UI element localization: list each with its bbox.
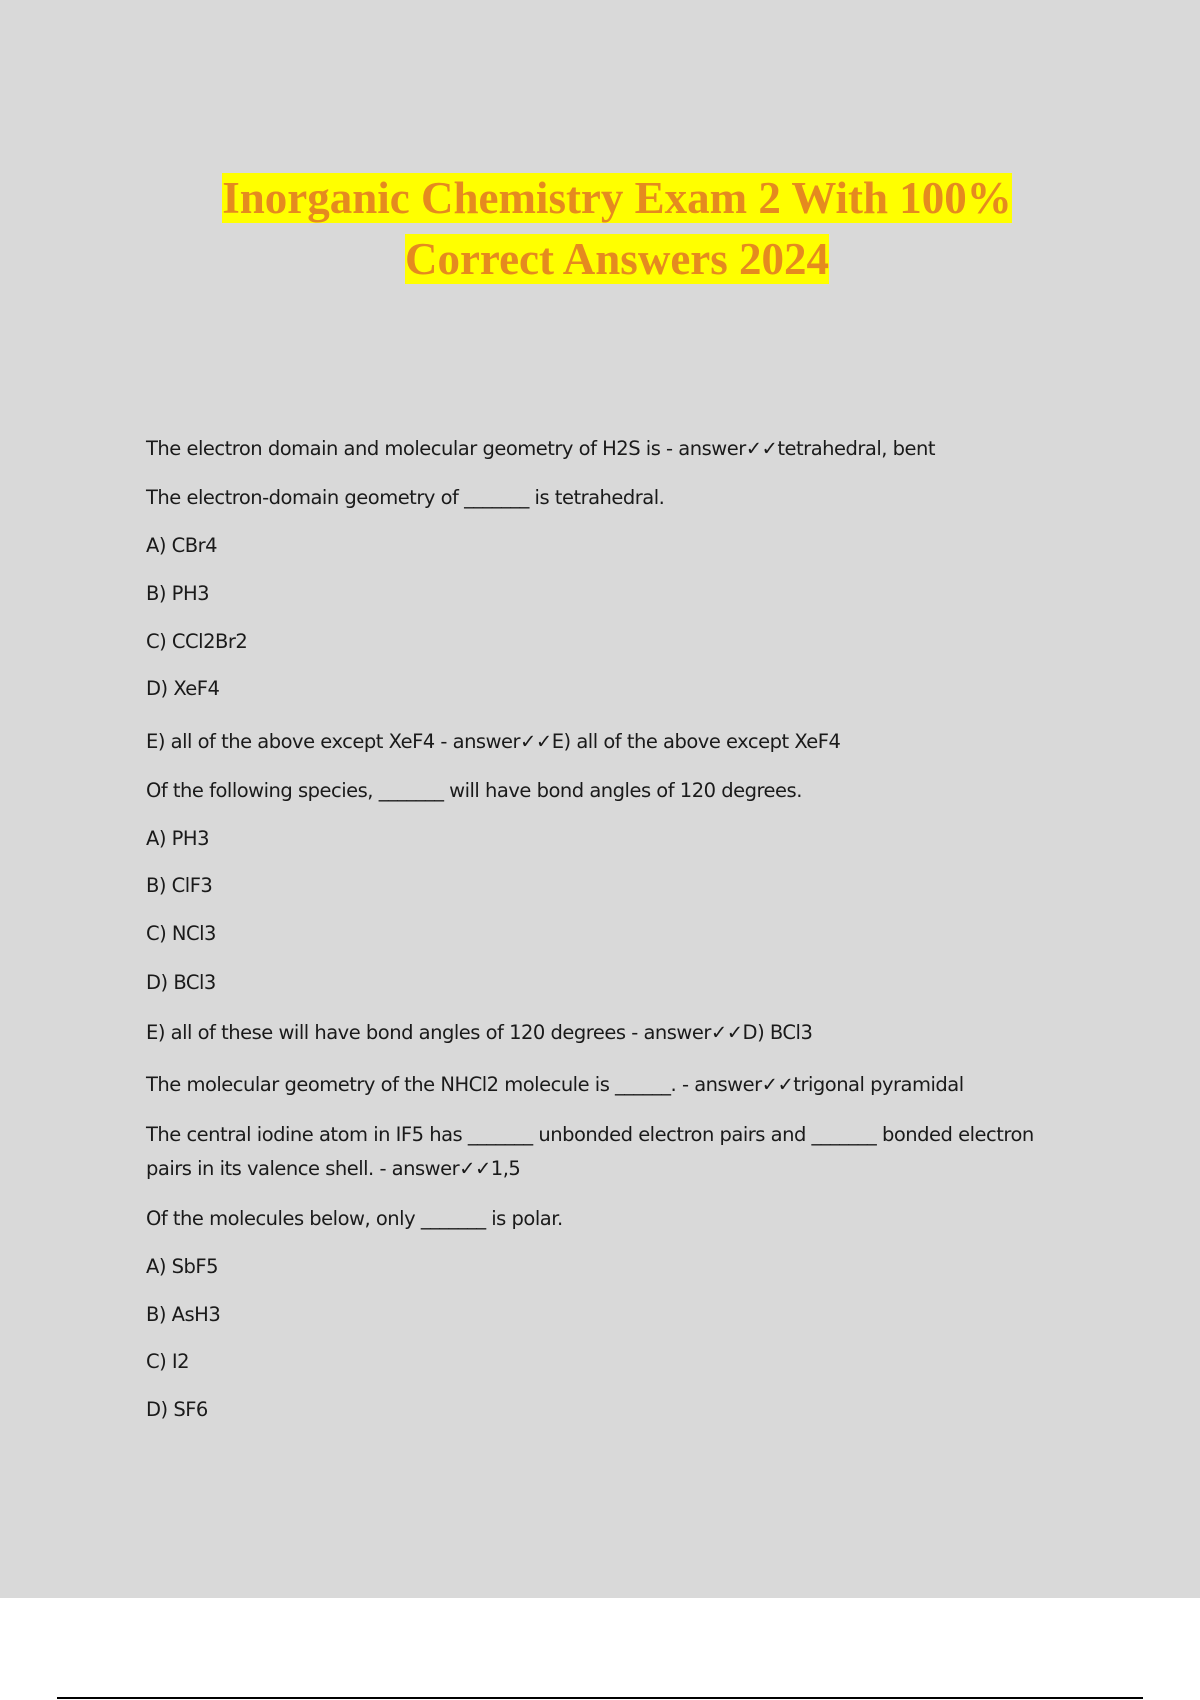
title-line-1: Inorganic Chemistry Exam 2 With 100% [222,173,1012,223]
option-line: B) AsH3 [146,1303,221,1326]
footer-rule [57,1697,1143,1699]
question-line: The electron-domain geometry of _______ is tetrahedral. [146,486,665,509]
option-line: D) SF6 [146,1398,208,1421]
option-line: A) CBr4 [146,534,218,557]
option-line: D) XeF4 [146,677,220,700]
answer-line: E) all of these will have bond angles of 120 degrees - answer✓✓D) BCl3 [146,1021,813,1044]
option-line: B) PH3 [146,582,210,605]
question-line: Of the molecules below, only _______ is polar. [146,1207,563,1230]
title-line-2: Correct Answers 2024 [404,234,830,284]
option-line: A) PH3 [146,827,209,850]
document-title [0,168,1200,290]
option-line: B) ClF3 [146,874,213,897]
option-line: A) SbF5 [146,1255,219,1278]
question-line: Of the following species, _______ will have bond angles of 120 degrees. [146,779,802,802]
answer-line: The electron domain and molecular geometry of H2S is - answer✓✓tetrahedral, bent [146,437,936,460]
option-line: C) NCl3 [146,922,216,945]
answer-line: The molecular geometry of the NHCl2 molecule is ______. - answer✓✓trigonal pyramidal [146,1073,964,1096]
answer-line: The central iodine atom in IF5 has _______ unbonded electron pairs and _______ bonded electron pairs in its valence shell. - answer✓✓1,5 [146,1123,1034,1180]
option-line: D) BCl3 [146,971,216,994]
option-line: C) I2 [146,1350,190,1373]
answer-line: E) all of the above except XeF4 - answer✓✓E) all of the above except XeF4 [146,730,841,753]
option-line: C) CCl2Br2 [146,630,248,653]
